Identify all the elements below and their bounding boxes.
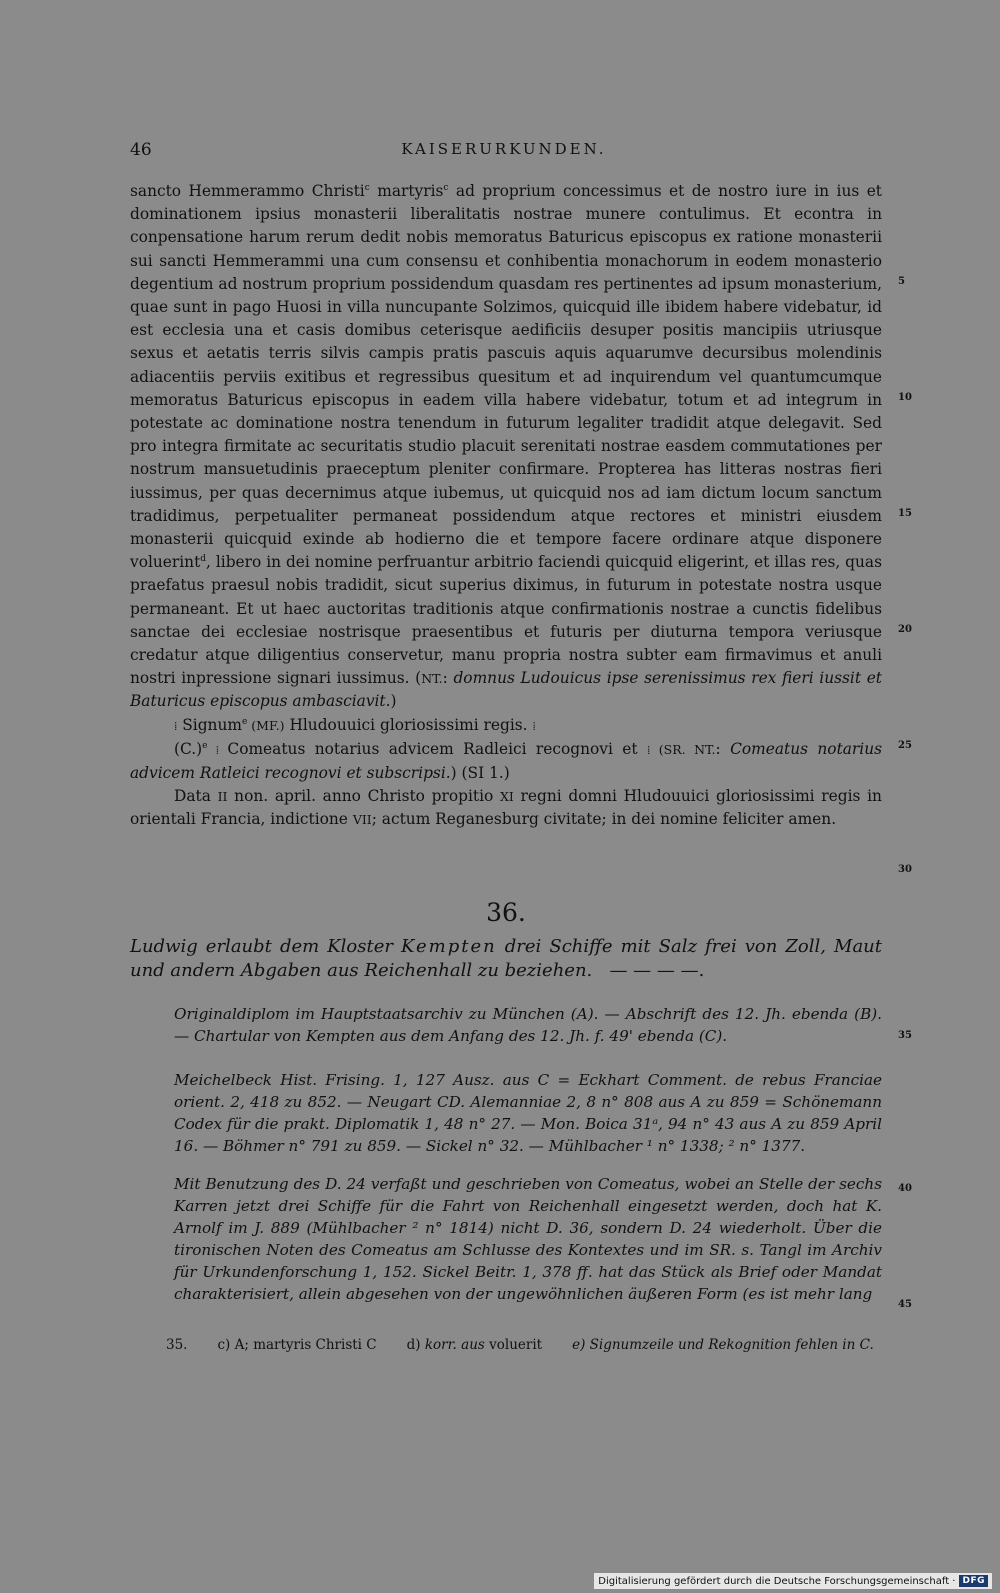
regest-summary: Ludwig erlaubt dem Kloster Kempten drei Schiffe mit Salz frei von Zoll, Maut und andern Abgaben aus Reichenhall zu beziehen. — — — —. xyxy=(130,936,882,981)
footnote-e: e) Signumzeile und Rekognition fehlen in C. xyxy=(572,1337,874,1353)
footer-text: Digitalisierung gefördert durch die Deutsche Forschungsgemeinschaft · xyxy=(598,1575,956,1587)
line-number: 30 xyxy=(898,864,912,875)
charter-paragraph: sancto Hemmerammo Christi$^c$ martyris$^c$ ad proprium concessimus et de nostro iure in ius et dominationem ipsius monasterii liberalitatis nostrae munere contulimus. Et econtra in conpensatione harum rerum dedit nobis memoratus Baturicus episcopus ex ratione monasterii sui sancti Hemmerammi una cum consensu et conhibentia monachorum in eodem monasterio degentium ad nostrum proprium possidendum quasdam res pertinentes ad ipsum monasterium, quae sunt in pago Huosi in villa nuncupante Solzimos, quicquid ille ibidem habere videbatur, id est ecclesia una et casis domibus ceterisque aedificiis desuper positis mancipiis utriusque sexus et aetatis terris silvis campis pratis pascuis aquis aquarumve decursibus molendinis adiacentiis perviis exitibus et regressibus quesitum et ad inquirendum vel quantumcumque memoratus Baturicus episcopus in eadem villa habere videbatur, totum et ad integrum in potestate ac dominatione nostra tenendum in futurum legaliter tradidit atque delegavit. Sed pro integra firmitate ac securitatis studio placuit serenitati nostrae easdem commutationes per nostrum mansuetudinis praeceptum pleniter confirmare. Propterea has litteras nostras fieri iussimus, per quas decernimus atque iubemus, ut quicquid nos ad iam dictum locum sanctum tradidimus, perpetualiter permaneat possidendum atque rectores et ministri eiusdem monasterii quicquid exinde ab hodierno die et tempore facere ordinare atque disponere voluerint$^d$, libero in dei nomine perfruantur arbitrio faciendi quicquid eligerint, et illas res, quas praefatus praesul nobis tradidit, sicut superius diximus, in futurum in potestate nostra usque permaneant. Et ut haec auctoritas traditionis atque confirmationis nostrae a cunctis fidelibus sanctae dei ecclesiae nostrisque praesentibus et futuris per diuturna tempora veriusque credatur atque diligentius conservetur, manu propria nostra subter eam firmavimus et anuli nostri inpressione signari iussimus. (NT.: domnus Ludouicus ipse serenissimus rex fieri iussit et Baturicus episcopus ambasciavit.) xyxy=(130,182,882,711)
line-number: 10 xyxy=(898,392,912,403)
note-transmission: Originaldiplom im Hauptstaatsarchiv zu München (A). — Abschrift des 12. Jh. ebenda (B). — Chartular von Kempten aus dem Anfang des 12. Jh. f. 49' ebenda (C). xyxy=(174,1005,882,1045)
line-number: 45 xyxy=(898,1299,912,1310)
page-header xyxy=(130,140,878,164)
footnotes xyxy=(166,1335,882,1355)
line-number: 15 xyxy=(898,508,912,519)
footnote-c: c) A; martyris Christi C xyxy=(217,1337,377,1353)
running-title: KAISERURKUNDEN. xyxy=(401,140,607,158)
chrismon-icon: ⁞ xyxy=(174,718,178,733)
footnote-line-number: 35. xyxy=(166,1337,188,1353)
page-number: 46 xyxy=(130,140,152,160)
line-number: 20 xyxy=(898,624,912,635)
charter-text xyxy=(130,180,882,832)
chrismon-icon: ⁞ xyxy=(647,742,651,757)
chrismon-icon: ⁞ xyxy=(207,742,228,757)
line-number: 25 xyxy=(898,740,912,751)
signum-line: ⁞ Signum$^e$ (MF.) Hludouuici gloriosissimi regis. ⁞ xyxy=(174,715,536,734)
dfg-logo-icon: DFG xyxy=(959,1575,988,1587)
chrismon-icon: ⁞ xyxy=(532,718,536,733)
line-number: 5 xyxy=(898,276,905,287)
note-editions: Meichelbeck Hist. Frising. 1, 127 Ausz. aus C = Eckhart Comment. de rebus Franciae orient. 2, 418 zu 852. — Neugart CD. Alemanniae 2, 8 n° 808 aus A zu 859 = Schönemann Codex für die prakt. Diplomatik 1, 48 n° 27. — Mon. Boica 31ᵃ, 94 n° 43 aus A zu 859 April 16. — Böhmer n° 791 zu 859. — Sickel n° 32. — Mühlbacher ¹ n° 1338; ² n° 1377. xyxy=(174,1071,882,1155)
funding-footer xyxy=(594,1573,992,1589)
document-number: 36. xyxy=(486,898,526,927)
note-commentary: Mit Benutzung des D. 24 verfaßt und geschrieben von Comeatus, wobei an Stelle der sechs Karren jetzt drei Schiffe für die Fahrt von Reichenhall eingesetzt werden, doch hat K. Arnolf im J. 889 (Mühlbacher ² n° 1814) nicht D. 36, sondern D. 24 wiederholt. Über die tironischen Noten des Comeatus am Schlusse des Kontextes und im SR. s. Tangl im Archiv für Urkundenforschung 1, 152. Sickel Beitr. 1, 378 ff. hat das Stück als Brief oder Mandat charakterisiert, allein abgesehen von der ungewöhnlichen äußeren Form (es ist mehr lang xyxy=(174,1175,882,1303)
dating-clause: Data II non. april. anno Christo propitio XI regni domni Hludouuici gloriosissimi regis in orientali Francia, indictione VII; actum Reganesburg civitate; in dei nomine feliciter amen. xyxy=(130,787,882,829)
footnote-d: d) korr. aus voluerit xyxy=(406,1337,543,1353)
line-number: 35 xyxy=(898,1030,912,1041)
recognition-line: $(C.)^e$ ⁞ Comeatus notarius advicem Radleici recognovi et ⁞ (SR. NT.: Comeatus notarius advicem Ratleici recognovi et subscripsi.) (SI 1.) xyxy=(130,739,883,783)
line-number: 40 xyxy=(898,1183,912,1194)
